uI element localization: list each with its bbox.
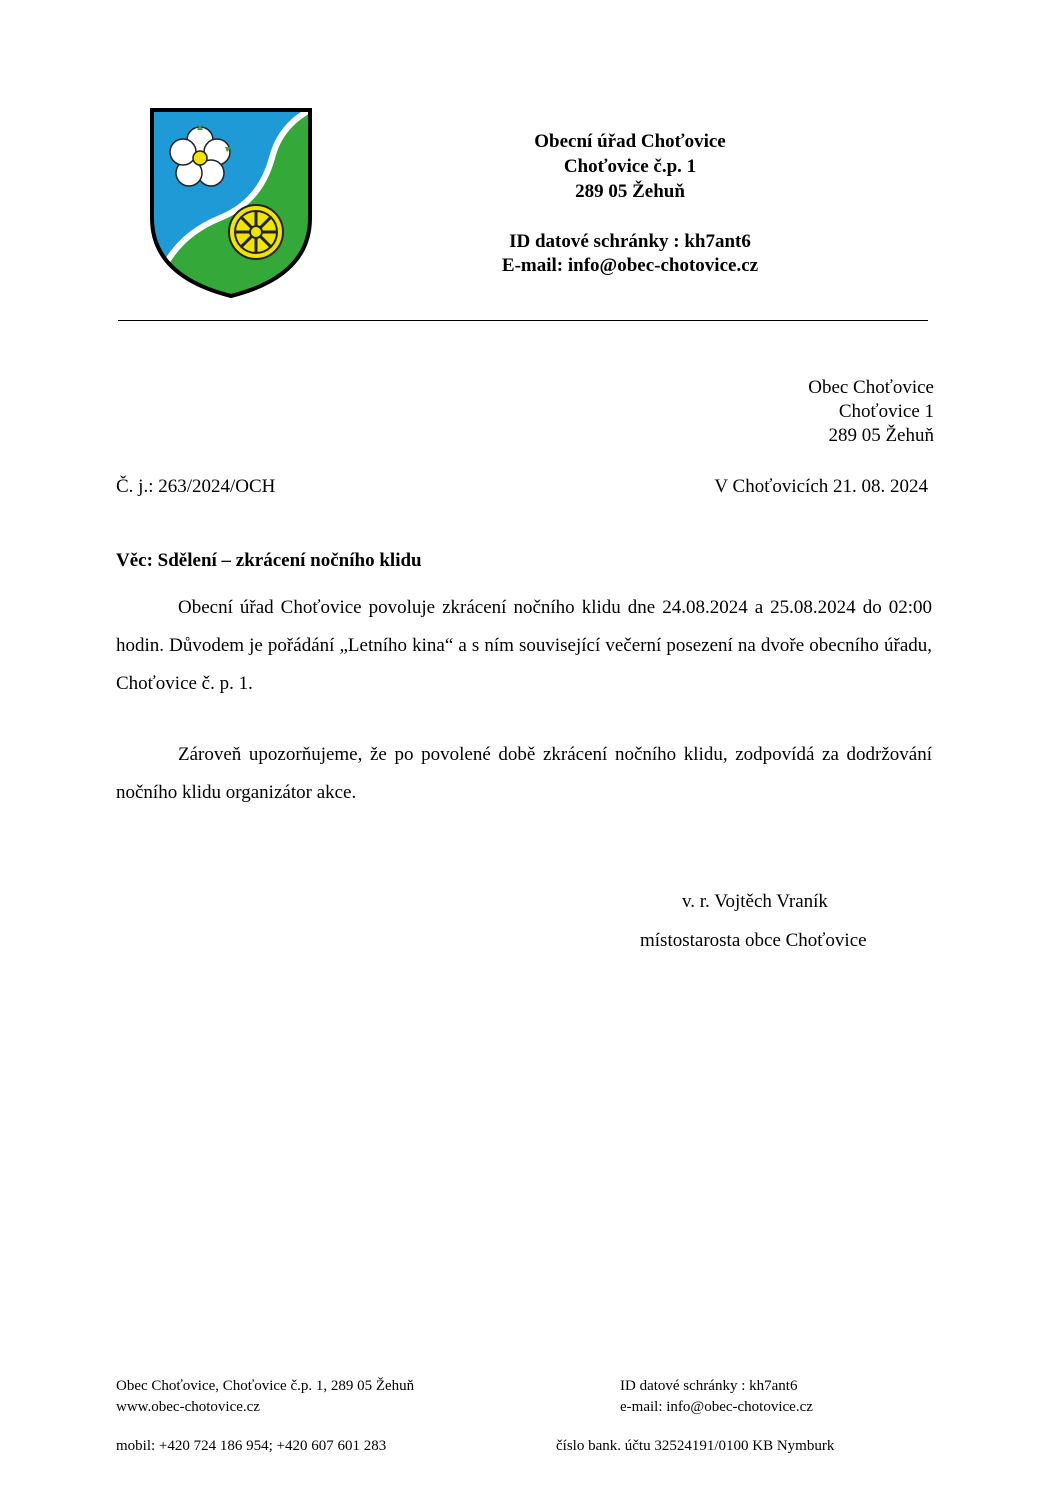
footer-address: Obec Choťovice, Choťovice č.p. 1, 289 05 Žehuň	[116, 1378, 415, 1394]
footer-data-box: ID datové schránky : kh7ant6	[620, 1378, 798, 1394]
office-address: Choťovice č.p. 1	[563, 156, 697, 177]
body-paragraph-1-text: Obecní úřad Choťovice povoluje zkrácení nočního klidu dne 24.08.2024 a 25.08.2024 do 02:00 hodin. Důvodem je pořádání „Letního kina“ a s ním související večerní posezení na dvoře obecního úřadu, Choťovice č. p. 1.	[116, 597, 932, 694]
coat-of-arms-icon	[148, 106, 314, 300]
body-paragraph-1	[116, 589, 932, 703]
subject: Věc: Sdělení – zkrácení nočního klidu	[116, 550, 422, 571]
body-paragraph-2	[116, 736, 932, 812]
signature-title: místostarosta obce Choťovice	[640, 930, 867, 951]
footer-website[interactable]: www.obec-chotovice.cz	[116, 1399, 260, 1415]
body-paragraph-2-text: Zároveň upozorňujeme, že po povolené době zkrácení nočního klidu, zodpovídá za dodržování nočního klidu organizátor akce.	[116, 744, 932, 803]
footer-email[interactable]: e-mail: info@obec-chotovice.cz	[620, 1399, 813, 1415]
reference-number: Č. j.: 263/2024/OCH	[116, 476, 276, 497]
office-postal: 289 05 Žehuň	[575, 181, 685, 202]
wheel-icon	[229, 205, 283, 259]
office-email: E-mail: info@obec-chotovice.cz	[501, 255, 759, 276]
recipient-line3: 289 05 Žehuň	[828, 425, 934, 446]
recipient-line2: Choťovice 1	[838, 401, 934, 422]
office-name: Obecní úřad Choťovice	[534, 131, 726, 152]
footer-mobile: mobil: +420 724 186 954; +420 607 601 283	[116, 1438, 387, 1454]
footer-bank-account: číslo bank. účtu 32524191/0100 KB Nymburk	[556, 1438, 835, 1454]
header-divider	[118, 320, 928, 321]
place-date: V Choťovicích 21. 08. 2024	[714, 476, 928, 497]
signature-name: v. r. Vojtěch Vraník	[682, 891, 828, 912]
data-box-id: ID datové schránky : kh7ant6	[509, 231, 751, 252]
recipient-line1: Obec Choťovice	[808, 377, 934, 398]
